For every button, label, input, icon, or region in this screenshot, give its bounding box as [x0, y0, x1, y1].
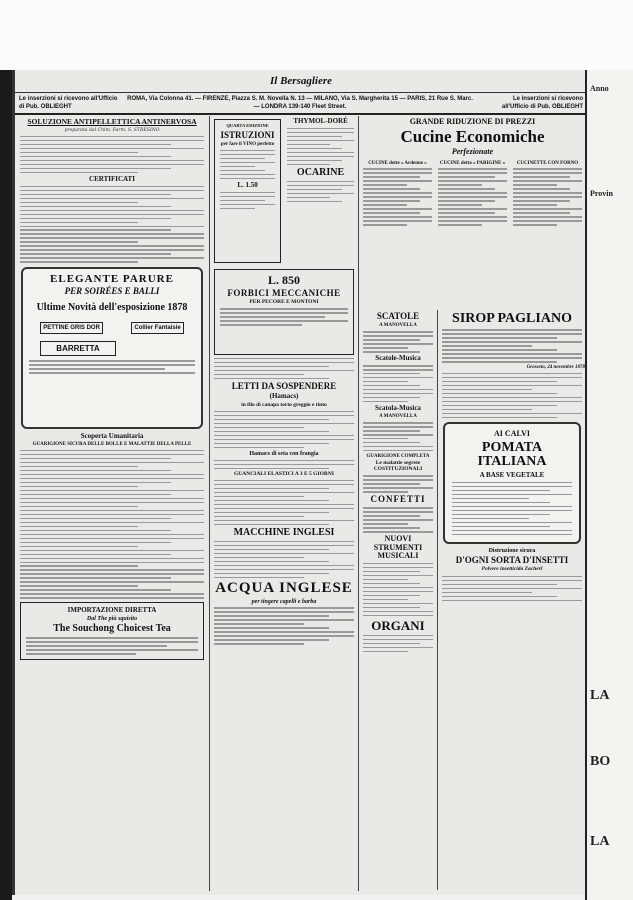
ad-main: The Souchong Choicest Tea — [53, 623, 171, 635]
column-rule — [209, 116, 210, 891]
info-center: ROMA, Via Colonna 41. — FIRENZE, Piazza S. M. Novella N. 13 — MILANO, Via S. Margherita 15 — PARIS, 21 Rue S. Marc. — LONDRA 139-140 Fleet Street. — [127, 96, 473, 110]
ad-title: THYMOL-DORÉ — [293, 117, 348, 125]
adjacent-page-strip — [585, 70, 633, 900]
ad-heading: CERTIFICATI — [89, 174, 135, 183]
parure-ad — [21, 267, 203, 429]
text-block — [214, 541, 354, 578]
ad-subtitle: A MANOVELLA — [379, 414, 417, 420]
info-right: Le inserzioni si ricevono all'Ufficio di Pub. OBLIEGHT — [501, 96, 583, 110]
text-block — [363, 563, 433, 616]
text-block — [214, 480, 354, 525]
ad-main: Cucine Economiche — [400, 127, 545, 147]
column-4 — [439, 310, 585, 890]
text-block — [214, 411, 354, 448]
text-block — [287, 181, 354, 202]
text-block — [442, 373, 582, 418]
ad-subtitle: preparata dal Chim. Farm. S. STRESINO — [64, 127, 160, 133]
text-block — [220, 192, 275, 209]
ad-subtitle: Dal The più squisito — [86, 616, 138, 623]
ad-title: Scatole-Musica — [375, 354, 421, 363]
ad-title: Scoperta Umanitaria — [80, 431, 144, 440]
ad-box: BARRETTA — [40, 341, 116, 356]
ad-subtitle: Perfezionate — [451, 147, 494, 157]
text-block — [442, 576, 582, 601]
tea-ad — [20, 602, 204, 661]
ad-main: POMATA ITALIANA — [477, 439, 547, 470]
ad-title: IMPORTAZIONE DIRETTA — [67, 605, 157, 614]
column-1 — [17, 116, 207, 891]
text-block — [363, 331, 433, 352]
text-block — [220, 150, 275, 179]
ad-title: ORGANI — [371, 617, 425, 633]
info-left: Le inserzioni si ricevono all'Ufficio di Pub. OBLIEGHT — [19, 96, 118, 110]
text-block — [29, 360, 195, 373]
ad-title: GRANDE RIDUZIONE DI PREZZI — [409, 117, 536, 126]
ad-title: NUOVI STRUMENTI MUSICALI — [373, 534, 423, 561]
ad-title: CONFETTI — [370, 494, 426, 505]
strip-text: LA — [590, 688, 610, 703]
text-block — [214, 460, 354, 469]
text-block — [26, 637, 198, 654]
ad-subtitle: Le malattie segrete COSTITUZIONALI — [373, 460, 423, 473]
cucine-ad — [360, 116, 585, 306]
ad-subtitle: PER SOIRÉES E BALLI — [64, 286, 160, 297]
text-block — [214, 358, 354, 379]
wine-ad — [214, 119, 281, 263]
ad-box: Collier Fantaisie — [131, 322, 183, 334]
text-block — [363, 635, 433, 652]
text-block — [363, 365, 433, 402]
strip-text: Anno — [590, 84, 609, 93]
newspaper-sheet — [12, 70, 587, 895]
text-block — [363, 475, 433, 492]
pomata-ad — [443, 422, 581, 543]
binding-spine — [0, 70, 12, 900]
ad-box: PETTINE GRIS DOR — [40, 322, 103, 334]
text-block — [20, 136, 204, 173]
ad-main: FORBICI MECCANICHE — [227, 287, 341, 298]
strip-text: Provin — [590, 189, 613, 198]
ad-column-head: CUCINE detta « PARIGINE » — [439, 160, 506, 166]
ad-pretitle: AI CALVI — [494, 429, 530, 439]
ad-subtitle: per fare il VINO perfetto — [220, 142, 275, 148]
column-rule — [437, 310, 438, 890]
text-block — [438, 168, 507, 225]
text-block — [442, 329, 582, 362]
ad-title: SIROP PAGLIANO — [452, 311, 572, 326]
text-block — [214, 607, 354, 644]
ad-title: QUARTA EDIZIONE — [226, 123, 269, 128]
text-block — [287, 128, 354, 165]
text-block — [363, 422, 433, 451]
ad-title: LETTI DA SOSPENDERE — [231, 380, 337, 391]
text-block — [363, 507, 433, 532]
ad-title: SCATOLE — [376, 311, 420, 321]
ad-subtitle: A BASE VEGETALE — [479, 470, 545, 479]
ad-title: GUARIGIONE COMPLETA — [366, 454, 430, 460]
forbici-ad — [214, 269, 354, 355]
ad-main: OCARINE — [296, 166, 345, 178]
column-rule — [358, 116, 359, 891]
column-3 — [360, 310, 436, 890]
ad-subtitle: (Hamacs) — [269, 392, 299, 401]
text-block — [513, 168, 582, 225]
ad-subtitle: GUARIGIONE SICURA DELLE BOLLE E MALATTIE DELLA PELLE — [32, 442, 192, 448]
text-block — [20, 450, 204, 599]
ad-date: Grosseto, 24 novembre 1878 — [526, 365, 585, 371]
ad-subtitle: PER PECORE E MONTONI — [249, 299, 319, 306]
ad-column-head: CUCINETTE CON FORNO — [516, 160, 579, 166]
text-block — [220, 308, 348, 325]
ad-footer: Hamacs di seta con frangia — [249, 450, 319, 457]
ad-price: L. 850 — [267, 273, 300, 287]
ad-column-head: CUCINE dette « Ardenne » — [368, 160, 427, 166]
top-margin — [0, 0, 633, 70]
column-2 — [211, 116, 357, 891]
ad-price: L. 1.50 — [237, 180, 258, 189]
text-block — [20, 186, 204, 263]
ad-subtitle: per tingere capelli e barba — [251, 598, 317, 605]
ad-main: D'OGNI SORTA D'INSETTI — [455, 554, 569, 565]
ad-subtitle: Polvere insetticida Zacherl — [481, 566, 543, 573]
text-block — [452, 482, 572, 535]
ad-title: SOLUZIONE ANTIPELLETTICA ANTINERVOSA — [27, 117, 197, 126]
ad-title: Scatola-Musica — [375, 403, 421, 412]
strip-text: BO — [590, 754, 611, 769]
masthead: Il Bersagliere — [15, 70, 587, 93]
strip-text: LA — [590, 834, 610, 849]
info-bar — [15, 93, 587, 115]
ad-title: ELEGANTE PARURE — [50, 272, 174, 285]
ad-title: GUANCIALI ELASTICI A 3 E 5 GIORNI — [234, 470, 334, 477]
ad-line: Ultime Novità dell'esposizione 1878 — [36, 301, 188, 313]
ad-subtitle: A MANOVELLA — [379, 323, 417, 329]
ad-main: ISTRUZIONI — [220, 129, 275, 140]
ad-title: MACCHINE INGLESI — [233, 526, 335, 538]
ad-title: Distruzione sicura — [488, 547, 536, 554]
ad-line: in filo di canapa torto greggio e tinto — [241, 401, 327, 408]
text-block — [363, 168, 432, 225]
thymol-ocarine-ad — [284, 116, 357, 266]
ad-title: ACQUA INGLESE — [215, 579, 353, 596]
